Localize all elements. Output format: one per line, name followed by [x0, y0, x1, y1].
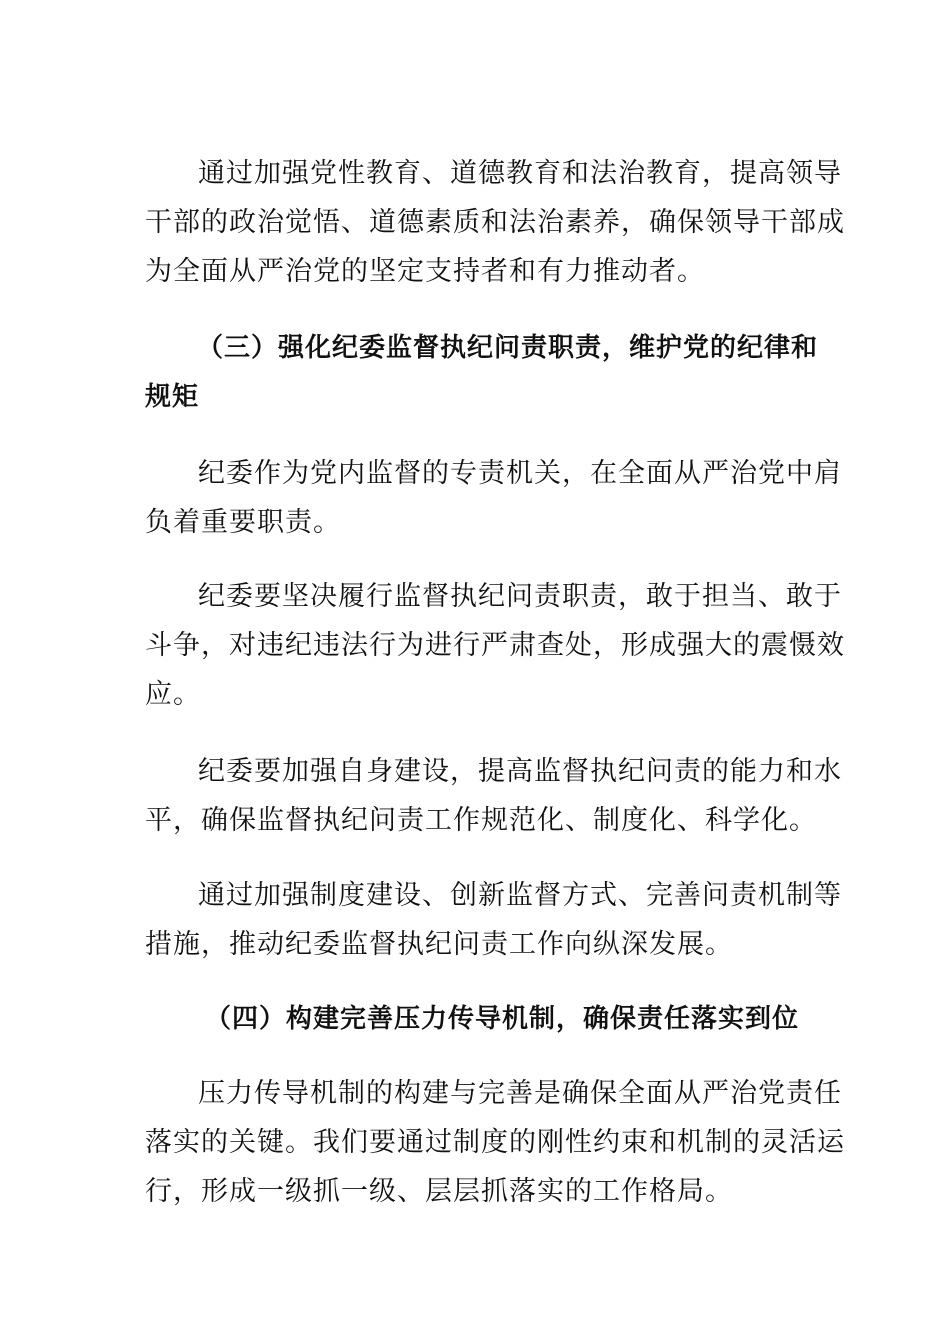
body-paragraph — [145, 149, 845, 296]
section-heading-3 — [145, 324, 819, 422]
paragraph-line: 落实的关键。我们要通过制度的刚性约束和机制的灵活运 — [145, 1127, 845, 1158]
body-paragraph — [145, 1069, 845, 1216]
body-paragraph — [145, 747, 842, 845]
paragraph-line: 负着重要职责。 — [145, 507, 341, 538]
paragraph-line: 干部的政治觉悟、道德素质和法治素养，确保领导干部成 — [145, 207, 845, 238]
body-paragraph — [145, 449, 842, 547]
paragraph-line: 纪委要坚决履行监督执纪问责职责，敢于担当、敢于 — [198, 581, 842, 612]
paragraph-line: 纪委作为党内监督的专责机关，在全面从严治党中肩 — [198, 458, 842, 489]
paragraph-line: 为全面从严治党的坚定支持者和有力推动者。 — [145, 256, 705, 287]
paragraph-line: 通过加强制度建设、创新监督方式、完善问责机制等 — [198, 880, 842, 911]
heading-line: （四）构建完善压力传导机制，确保责任落实到位 — [205, 1004, 800, 1034]
heading-line: （三）强化纪委监督执纪问责职责，维护党的纪律和 — [197, 333, 819, 363]
paragraph-line: 平，确保监督执纪问责工作规范化、制度化、科学化。 — [145, 805, 817, 836]
body-paragraph — [145, 871, 842, 969]
body-paragraph — [145, 572, 845, 719]
paragraph-line: 行，形成一级抓一级、层层抓落实的工作格局。 — [145, 1176, 733, 1207]
paragraph-line: 纪委要加强自身建设，提高监督执纪问责的能力和水 — [198, 756, 842, 787]
section-heading-4 — [145, 995, 810, 1044]
paragraph-line: 斗争，对违纪违法行为进行严肃查处，形成强大的震慑效 — [145, 630, 845, 661]
paragraph-line: 措施，推动纪委监督执纪问责工作向纵深发展。 — [145, 929, 733, 960]
paragraph-line: 压力传导机制的构建与完善是确保全面从严治党责任 — [198, 1078, 842, 1109]
heading-line: 规矩 — [145, 382, 200, 412]
paragraph-line: 应。 — [145, 679, 201, 710]
paragraph-line: 通过加强党性教育、道德教育和法治教育，提高领导 — [198, 158, 842, 189]
